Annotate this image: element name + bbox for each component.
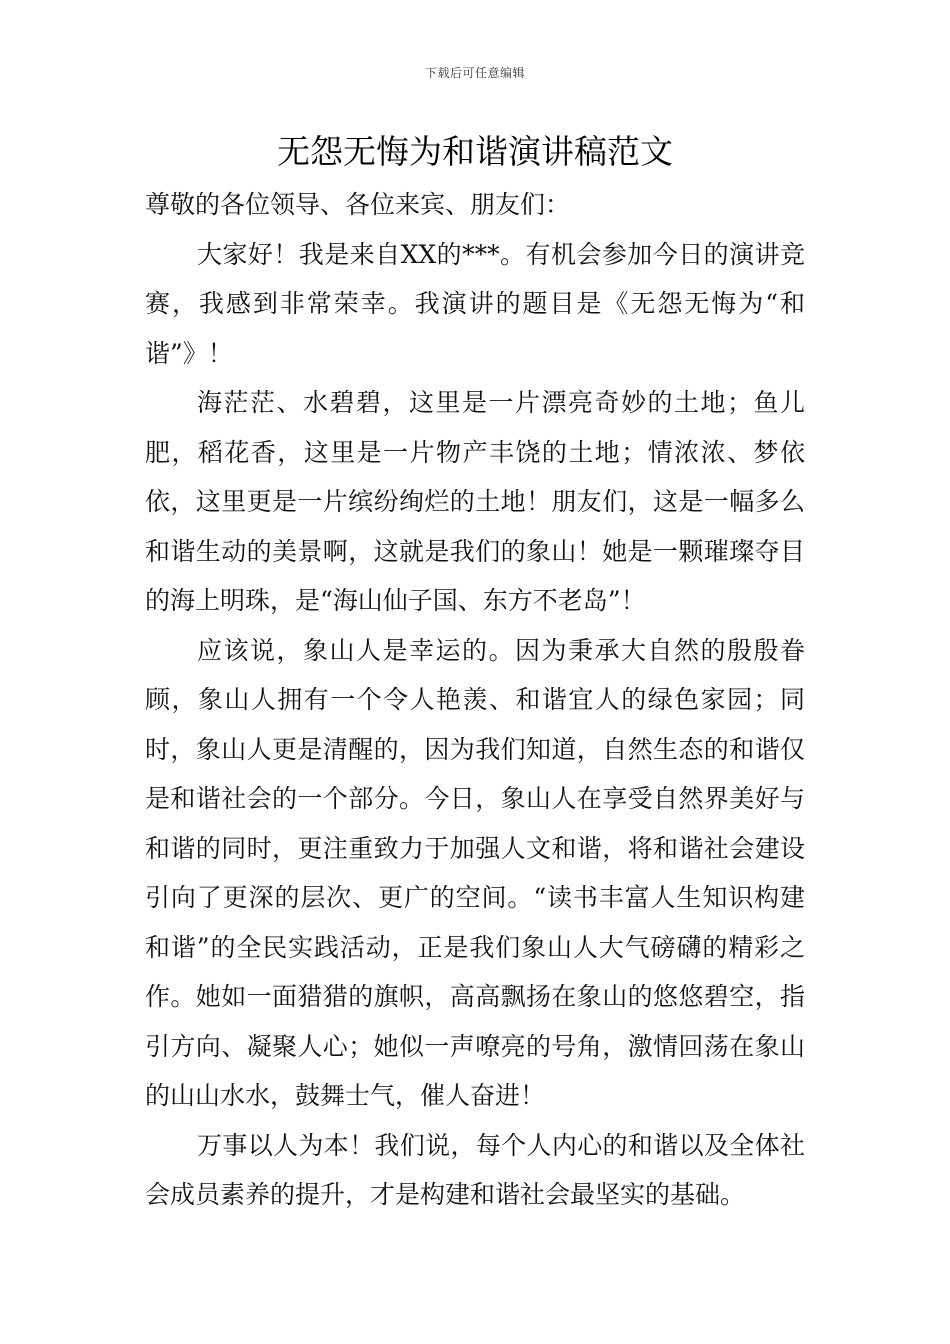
document-body: [145, 180, 805, 1220]
paragraph: 大家好！我是来自XX的***。有机会参加今日的演讲竞赛，我感到非常荣幸。我演讲的题目是《无怨无悔为“和谐”》！: [145, 239, 805, 368]
document-title: 无怨无悔为和谐演讲稿范文: [277, 132, 673, 171]
paragraph: 应该说，象山人是幸运的。因为秉承大自然的殷殷眷顾，象山人拥有一个令人艳羡、和谐宜人的绿色家园；同时，象山人更是清醒的，因为我们知道，自然生态的和谐仅是和谐社会的一个部分。今日，象山人在享受自然界美好与和谐的同时，更注重致力于加强人文和谐，将和谐社会建设引向了更深的层次、更广的空间。“读书丰富人生知识构建和谐”的全民实践活动，正是我们象山人大气磅礴的精彩之作。她如一面猎猎的旗帜，高高飘扬在象山的悠悠碧空，指引方向、凝聚人心；她似一声嘹亮的号角，激情回荡在象山的山山水水，鼓舞士气，催人奋进！: [145, 635, 805, 1110]
paragraph: 海茫茫、水碧碧，这里是一片漂亮奇妙的土地；鱼儿肥，稻花香，这里是一片物产丰饶的土地；情浓浓、梦依依，这里更是一片缤纷绚烂的土地！朋友们，这是一幅多么和谐生动的美景啊，这就是我们的象山！她是一颗璀璨夺目的海上明珠，是“海山仙子国、东方不老岛”！: [145, 388, 805, 615]
header-note: 下载后可任意编辑: [424, 66, 525, 80]
salutation: 尊敬的各位领导、各位来宾、朋友们：: [145, 190, 571, 219]
paragraph: 万事以人为本！我们说，每个人内心的和谐以及全体社会成员素养的提升，才是构建和谐社会最坚实的基础。: [145, 1130, 805, 1209]
